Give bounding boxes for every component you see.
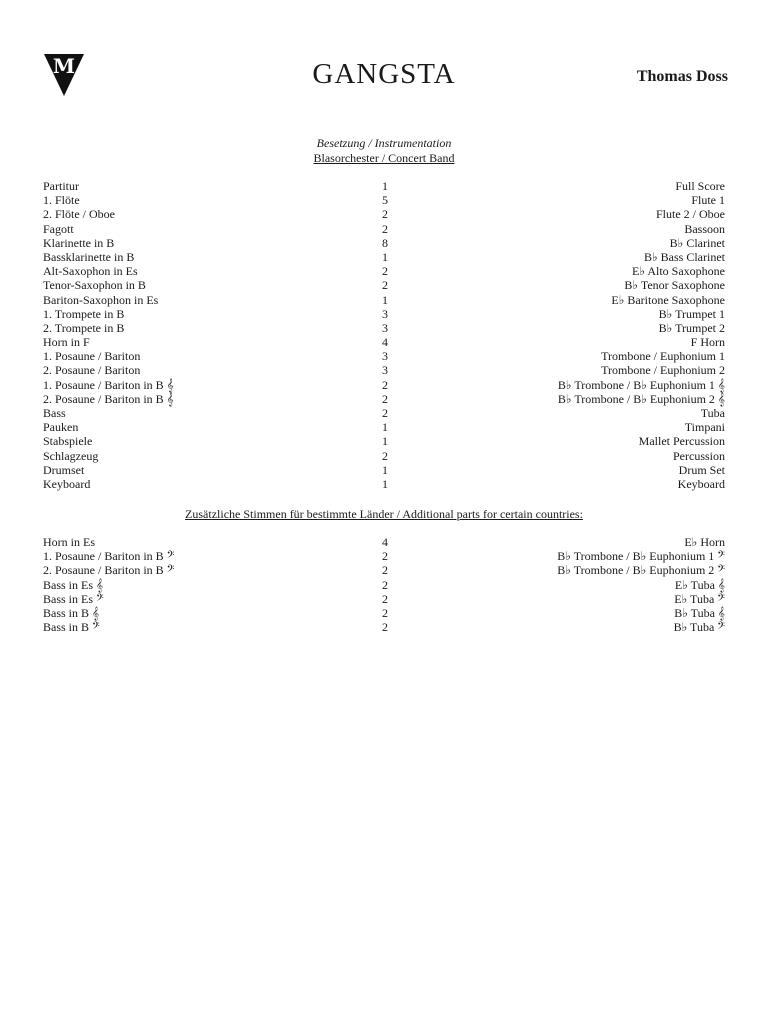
- part-count: 3: [382, 320, 388, 335]
- part-name-english: F Horn: [690, 335, 725, 350]
- part-row: [43, 250, 725, 264]
- part-row: [43, 278, 725, 292]
- part-name-english: Keyboard: [677, 476, 725, 491]
- part-row: [43, 179, 725, 193]
- instrumentation-heading: [0, 136, 768, 166]
- part-name-german: Partitur: [43, 179, 79, 193]
- part-name-german: Horn in F: [43, 335, 90, 350]
- part-name-german: 1. Flöte: [43, 193, 80, 208]
- part-count: 1: [382, 420, 388, 435]
- part-row: [43, 392, 725, 406]
- part-count: 5: [382, 193, 388, 208]
- instrumentation-subtitle: Besetzung / Instrumentation: [316, 136, 452, 150]
- part-name-english: Flute 1: [691, 193, 725, 208]
- part-name-german: Bass in Es 𝄞: [43, 577, 104, 592]
- part-count: 2: [382, 563, 388, 578]
- part-count: 1: [382, 179, 388, 193]
- part-name-english: B♭ Trumpet 2: [658, 320, 725, 335]
- part-name-german: Bass in B 𝄢: [43, 620, 100, 635]
- part-name-english: Flute 2 / Oboe: [656, 207, 725, 222]
- part-name-english: B♭ Bass Clarinet: [644, 249, 725, 264]
- part-name-german: 1. Trompete in B: [43, 306, 125, 321]
- part-name-english: Bassoon: [684, 221, 725, 236]
- part-name-english: Timpani: [684, 420, 725, 435]
- part-row: [43, 335, 725, 349]
- part-name-german: Klarinette in B: [43, 235, 115, 250]
- part-name-english: B♭ Trombone / B♭ Euphonium 2 𝄞: [557, 391, 725, 406]
- part-count: 2: [382, 406, 388, 420]
- part-name-german: 2. Trompete in B: [43, 320, 125, 335]
- part-row: [43, 321, 725, 335]
- part-count: 2: [382, 448, 388, 463]
- part-name-english: B♭ Trombone / B♭ Euphonium 2 𝄢: [557, 563, 725, 578]
- part-name-english: Drum Set: [678, 462, 725, 477]
- instrumentation-title: Blasorchester / Concert Band: [313, 151, 455, 165]
- part-count: 2: [382, 549, 388, 564]
- part-row: [43, 549, 725, 563]
- part-count: 1: [382, 462, 388, 477]
- part-row: [43, 563, 725, 577]
- part-row: [43, 193, 725, 207]
- part-name-english: Tuba: [700, 406, 725, 420]
- additional-parts-heading: Zusätzliche Stimmen für bestimmte Länder / Additional parts for certain countries:: [185, 507, 583, 521]
- part-name-english: Trombone / Euphonium 1: [601, 349, 725, 364]
- part-name-german: Alt-Saxophon in Es: [43, 264, 138, 279]
- part-row: [43, 477, 725, 491]
- part-count: 1: [382, 249, 388, 264]
- part-row: [43, 463, 725, 477]
- part-count: 2: [382, 377, 388, 392]
- part-name-german: 1. Posaune / Bariton in B 𝄞: [43, 377, 174, 392]
- part-name-english: Full Score: [675, 179, 725, 193]
- logo-letter: M: [52, 54, 76, 78]
- part-row: [43, 307, 725, 321]
- part-name-german: 1. Posaune / Bariton: [43, 349, 141, 364]
- part-row: [43, 592, 725, 606]
- part-name-german: Bass in B 𝄞: [43, 605, 100, 620]
- part-name-german: Schlagzeug: [43, 448, 99, 463]
- part-count: 4: [382, 335, 388, 350]
- page-title: GANGSTA: [312, 58, 456, 90]
- part-name-english: B♭ Clarinet: [669, 235, 725, 250]
- part-name-english: B♭ Trumpet 1: [658, 306, 725, 321]
- part-name-german: Bassklarinette in B: [43, 249, 135, 264]
- part-row: [43, 578, 725, 592]
- part-name-german: 1. Posaune / Bariton in B 𝄢: [43, 549, 175, 564]
- part-name-english: B♭ Trombone / B♭ Euphonium 1 𝄢: [557, 549, 725, 564]
- parts-list: [43, 179, 725, 491]
- part-name-german: Drumset: [43, 462, 85, 477]
- part-row: [43, 378, 725, 392]
- part-name-german: Horn in Es: [43, 535, 95, 549]
- part-name-english: B♭ Tenor Saxophone: [624, 278, 725, 293]
- part-row: [43, 236, 725, 250]
- composer-name: Thomas Doss: [636, 68, 728, 85]
- part-count: 3: [382, 306, 388, 321]
- part-name-english: E♭ Tuba 𝄢: [674, 591, 725, 606]
- part-row: [43, 420, 725, 434]
- part-count: 8: [382, 235, 388, 250]
- part-count: 2: [382, 278, 388, 293]
- part-count: 2: [382, 391, 388, 406]
- part-count: 3: [382, 349, 388, 364]
- part-row: [43, 449, 725, 463]
- part-name-english: E♭ Baritone Saxophone: [611, 292, 725, 307]
- part-count: 1: [382, 434, 388, 449]
- part-row: [43, 264, 725, 278]
- part-count: 1: [382, 292, 388, 307]
- part-name-english: B♭ Tuba 𝄢: [673, 620, 725, 635]
- part-count: 4: [382, 535, 388, 549]
- part-name-german: 2. Posaune / Bariton in B 𝄢: [43, 563, 175, 578]
- part-row: [43, 349, 725, 363]
- part-row: [43, 406, 725, 420]
- part-name-english: E♭ Tuba 𝄞: [674, 577, 725, 592]
- part-count: 2: [382, 221, 388, 236]
- part-name-english: Mallet Percussion: [638, 434, 725, 449]
- part-name-german: Keyboard: [43, 476, 91, 491]
- part-name-german: 2. Posaune / Bariton: [43, 363, 141, 378]
- part-row: [43, 363, 725, 377]
- part-row: [43, 606, 725, 620]
- part-row: [43, 620, 725, 634]
- part-row: [43, 222, 725, 236]
- part-count: 2: [382, 620, 388, 635]
- part-row: [43, 434, 725, 448]
- part-count: 2: [382, 207, 388, 222]
- part-row: [43, 293, 725, 307]
- part-count: 1: [382, 476, 388, 491]
- part-name-english: Trombone / Euphonium 2: [601, 363, 725, 378]
- part-name-german: Stabspiele: [43, 434, 93, 449]
- part-name-german: 2. Posaune / Bariton in B 𝄞: [43, 391, 174, 406]
- part-name-english: E♭ Alto Saxophone: [632, 264, 725, 279]
- part-count: 2: [382, 264, 388, 279]
- part-name-english: B♭ Trombone / B♭ Euphonium 1 𝄞: [557, 377, 725, 392]
- part-name-german: 2. Flöte / Oboe: [43, 207, 115, 222]
- part-count: 3: [382, 363, 388, 378]
- part-row: [43, 207, 725, 221]
- part-row: [43, 535, 725, 549]
- part-count: 2: [382, 605, 388, 620]
- part-count: 2: [382, 577, 388, 592]
- part-name-german: Fagott: [43, 221, 74, 236]
- part-name-german: Pauken: [43, 420, 79, 435]
- part-name-english: Percussion: [673, 448, 725, 463]
- additional-parts-list: [43, 535, 725, 634]
- part-name-english: B♭ Tuba 𝄞: [674, 605, 725, 620]
- part-name-german: Bass in Es 𝄢: [43, 591, 104, 606]
- part-name-german: Tenor-Saxophon in B: [43, 278, 146, 293]
- part-name-english: E♭ Horn: [684, 535, 725, 549]
- part-name-german: Bass: [43, 406, 66, 420]
- part-count: 2: [382, 591, 388, 606]
- part-name-german: Bariton-Saxophon in Es: [43, 292, 159, 307]
